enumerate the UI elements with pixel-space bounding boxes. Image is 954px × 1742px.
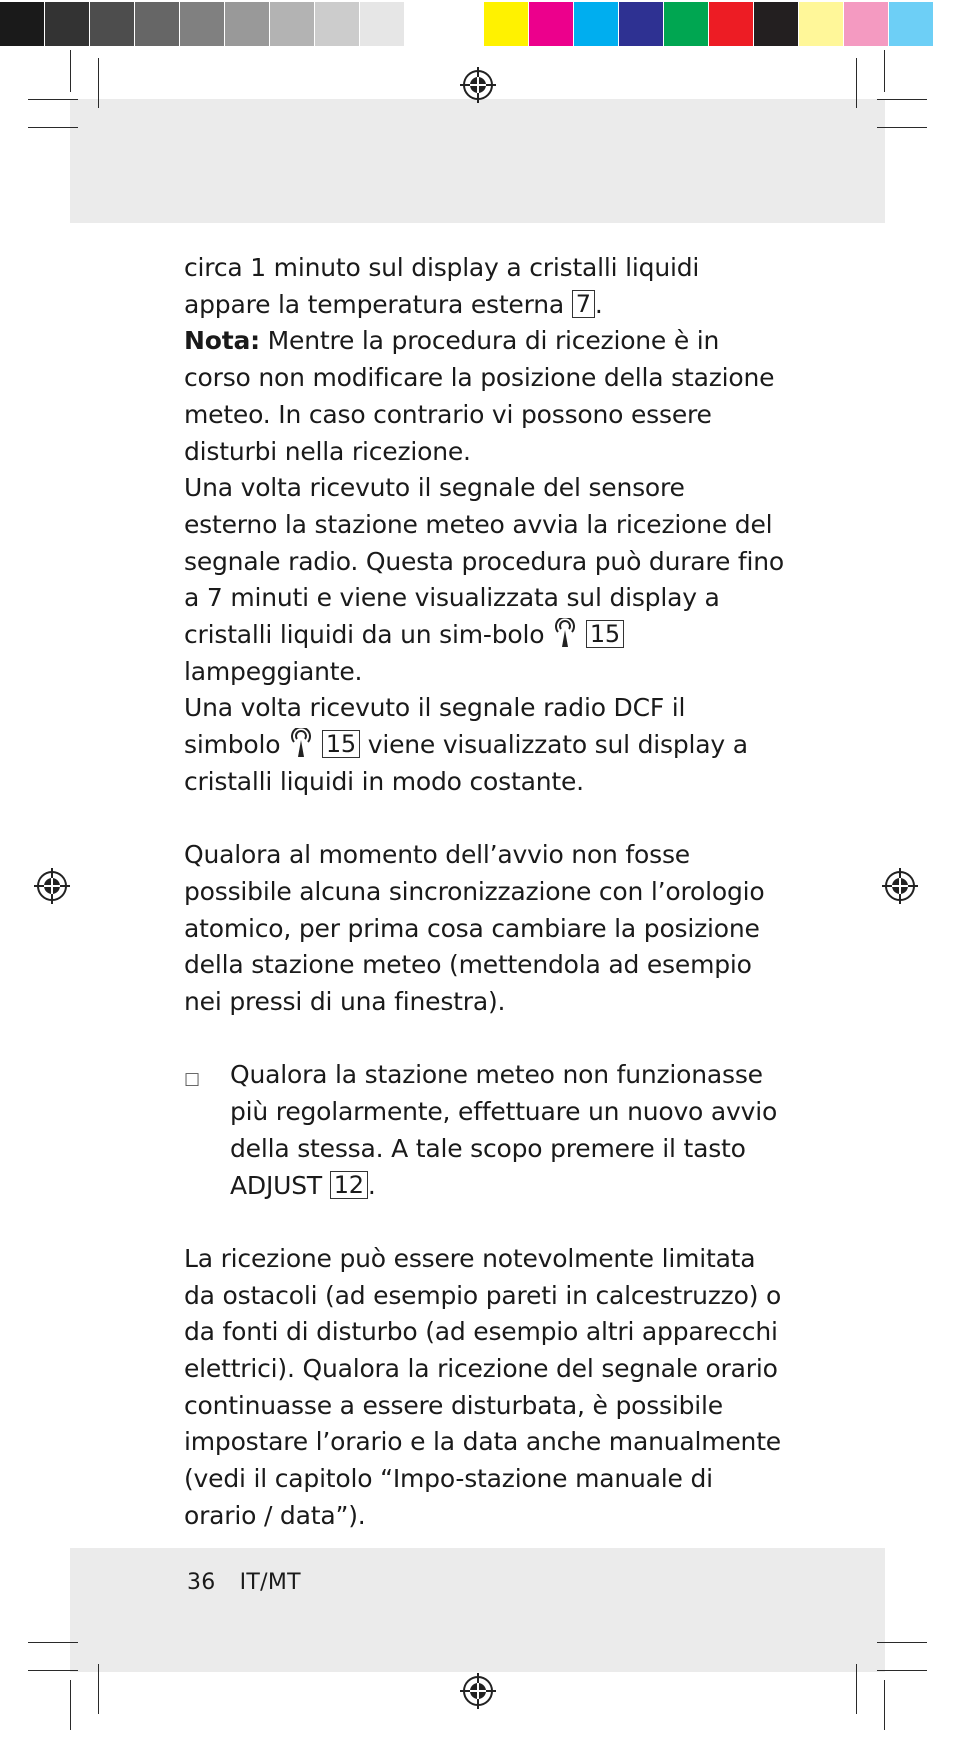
crop-mark bbox=[28, 127, 78, 128]
paragraph-text: Qualora al momento dell’avvio non fosse possibile alcuna sincronizzazione con l’orologio atomico, per prima cosa cambiare la posizione della stazione meteo (mettendola ad esempio nei pressi di una finestra). bbox=[184, 840, 765, 1017]
color-swatch bbox=[844, 2, 889, 46]
paragraph-sync-failure bbox=[184, 837, 784, 1021]
gray-swatch bbox=[90, 2, 135, 46]
registration-mark-icon bbox=[459, 1672, 497, 1710]
crop-mark bbox=[856, 58, 857, 108]
reference-number: 15 bbox=[586, 620, 624, 648]
gray-swatch bbox=[270, 2, 315, 46]
crop-mark bbox=[884, 50, 885, 92]
crop-mark bbox=[70, 1680, 71, 1730]
color-swatch bbox=[709, 2, 754, 46]
color-swatch bbox=[529, 2, 574, 46]
color-swatch bbox=[799, 2, 844, 46]
paragraph-signal-reception bbox=[184, 470, 784, 690]
crop-mark bbox=[98, 1664, 99, 1714]
radio-tower-icon bbox=[552, 618, 578, 648]
gray-swatch bbox=[135, 2, 180, 46]
page-footer bbox=[187, 1570, 301, 1595]
crop-mark bbox=[877, 1642, 927, 1643]
language-code: IT/MT bbox=[239, 1570, 301, 1595]
paragraph-text: Una volta ricevuto il segnale radio DCF il simbolo bbox=[184, 693, 686, 760]
page-body bbox=[184, 250, 784, 1535]
paragraph-text: Mentre la procedura di ricezione è in corso non modificare la posizione della stazione meteo. In caso contrario vi possono essere disturbi nella ricezione. bbox=[184, 326, 775, 466]
crop-mark bbox=[70, 50, 71, 92]
paragraph-outside-temperature bbox=[184, 250, 784, 323]
page-number: 36 bbox=[187, 1570, 216, 1595]
reference-number: 12 bbox=[330, 1171, 368, 1199]
paragraph-dcf-signal bbox=[184, 690, 784, 800]
color-calibration-bar bbox=[484, 0, 934, 48]
empty-square-icon: □ bbox=[184, 1069, 200, 1090]
bullet-item bbox=[184, 1057, 784, 1204]
paragraph-text: La ricezione può essere notevolmente limitata da ostacoli (ad esempio pareti in calcestruzzo) o da fonti di disturbo (ad esempio altri apparecchi elettrici). Qualora la ricezione del segnale orario continuasse a essere disturbata, è possibile impostare l’orario e la data anche manualmente (vedi il capitolo “Impo-stazione manuale di orario / data”). bbox=[184, 1243, 782, 1530]
gray-swatch bbox=[360, 2, 405, 46]
registration-mark-icon bbox=[459, 66, 497, 104]
crop-mark bbox=[98, 58, 99, 108]
radio-tower-icon bbox=[288, 728, 314, 758]
registration-mark-icon bbox=[881, 867, 919, 905]
grayscale-calibration-bar bbox=[0, 0, 450, 48]
reference-number: 7 bbox=[572, 290, 595, 318]
color-swatch bbox=[754, 2, 799, 46]
crop-mark bbox=[28, 1642, 78, 1643]
crop-mark bbox=[877, 127, 927, 128]
color-swatch bbox=[574, 2, 619, 46]
paragraph-text: viene visualizzato sul display a cristalli liquidi in modo costante. bbox=[184, 730, 748, 796]
footer-band bbox=[70, 1548, 885, 1672]
bullet-text: . bbox=[367, 1170, 376, 1200]
header-band bbox=[70, 99, 885, 223]
color-swatch bbox=[889, 2, 934, 46]
color-swatch bbox=[664, 2, 709, 46]
gray-swatch bbox=[315, 2, 360, 46]
gray-swatch bbox=[225, 2, 270, 46]
gray-swatch bbox=[45, 2, 90, 46]
registration-mark-icon bbox=[33, 867, 71, 905]
crop-mark bbox=[884, 1680, 885, 1730]
bullet-text: Qualora la stazione meteo non funzionasse più regolarmente, effettuare un nuovo avvio della stessa. A tale scopo premere il tasto ADJUST bbox=[230, 1060, 778, 1200]
gray-swatch bbox=[180, 2, 225, 46]
color-swatch bbox=[619, 2, 664, 46]
paragraph-text: circa 1 minuto sul display a cristalli liquidi appare la temperatura esterna bbox=[184, 253, 700, 319]
paragraph-text: Una volta ricevuto il segnale del sensore esterno la stazione meteo avvia la ricezione del segnale radio. Questa procedura può durare fino a 7 minuti e viene visualizzata sul display a cristalli liquidi da un sim-bolo bbox=[184, 473, 784, 650]
color-swatch bbox=[484, 2, 529, 46]
gray-swatch bbox=[405, 2, 450, 46]
paragraph-reception-limits bbox=[184, 1241, 784, 1535]
gray-swatch bbox=[0, 2, 45, 46]
paragraph-text: lampeggiante. bbox=[184, 656, 363, 686]
crop-mark bbox=[28, 1670, 78, 1671]
paragraph-note bbox=[184, 323, 784, 470]
crop-mark bbox=[877, 99, 927, 100]
crop-mark bbox=[28, 99, 78, 100]
crop-mark bbox=[856, 1664, 857, 1714]
reference-number: 15 bbox=[322, 730, 360, 758]
crop-mark bbox=[877, 1670, 927, 1671]
note-label: Nota: bbox=[184, 326, 260, 356]
paragraph-text: . bbox=[594, 289, 603, 319]
